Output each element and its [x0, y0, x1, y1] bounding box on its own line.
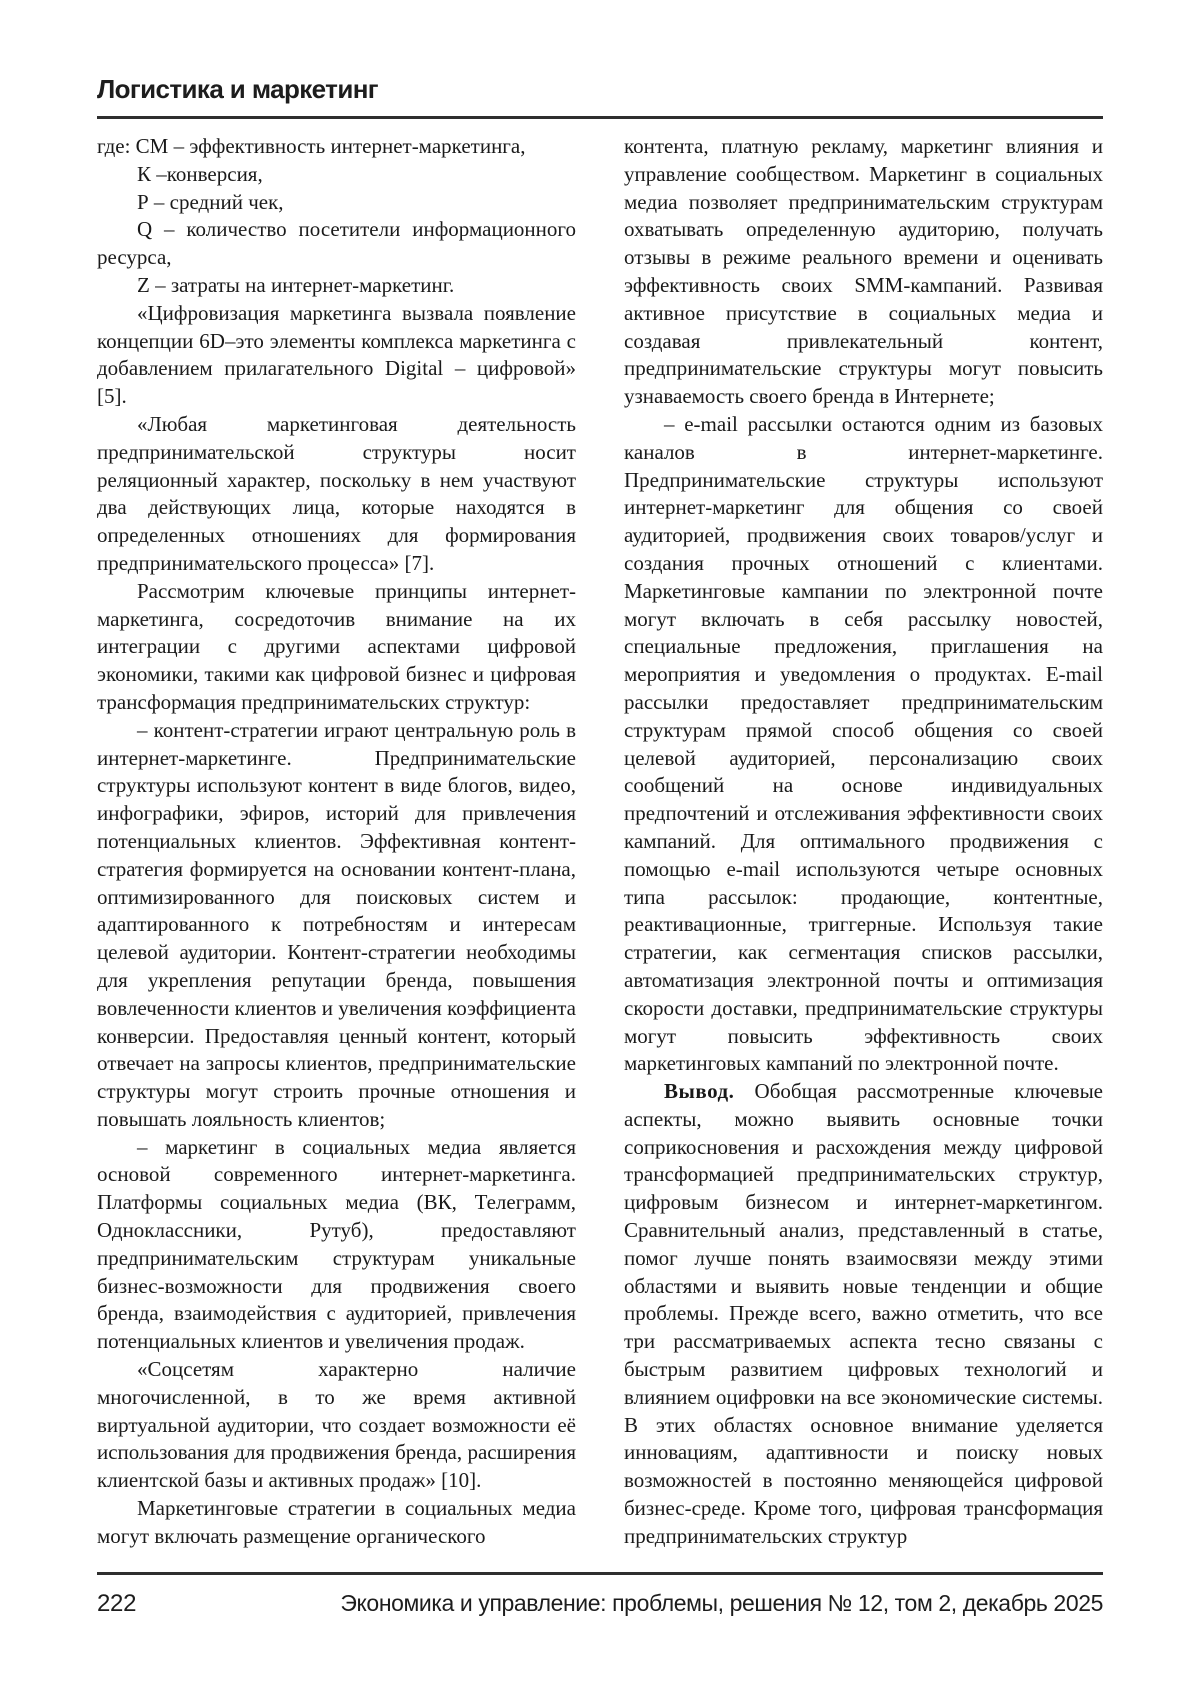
- paragraph: К –конверсия,: [137, 161, 263, 186]
- paragraph: Z – затраты на интернет-маркетинг.: [137, 272, 455, 297]
- header-divider: [97, 116, 1103, 119]
- footer-divider: [97, 1572, 1103, 1575]
- paragraph: Рассмотрим ключевые принципы интернет-маркетинга, сосредоточив внимание на их интеграции с другими аспектами цифровой экономики, такими как цифровой бизнес и цифровая трансформация предпринимательских структур:: [97, 578, 576, 714]
- page-footer: [97, 1590, 1103, 1618]
- paragraph: Q – количество посетители информационного ресурса,: [97, 217, 576, 270]
- paragraph-lead: Вывод.: [664, 1079, 735, 1104]
- paragraph: – контент-стратегии играют центральную роль в интернет-маркетинге. Предпринимательские структуры используют контент в виде блогов, видео, инфографики, эфиров, историй для привлечения потенциальных клиентов. Эффективная контент-стратегия формируется на основании контент-плана, оптимизированного для поисковых систем и адаптированного к потребностям и интересам целевой аудитории. Контент-стратегии необходимы для укрепления репутации бренда, повышения вовлеченности клиентов и увеличения коэффициента конверсии. Предоставляя ценный контент, который отвечает на запросы клиентов, предпринимательские структуры могут строить прочные отношения и повышать лояльность клиентов;: [97, 717, 576, 1131]
- paragraph: «Любая маркетинговая деятельность предпринимательской структуры носит реляционный характер, поскольку в нем участвуют два действующих лица, которые находятся в определенных отношениях для формирования предпринимательского процесса» [7].: [97, 411, 576, 575]
- article-body: [97, 133, 1103, 1551]
- text-column-left: [97, 133, 576, 1551]
- paragraph: Р – средний чек,: [137, 189, 284, 214]
- page-number: 222: [97, 1590, 137, 1617]
- paragraph: контента, платную рекламу, маркетинг влияния и управление сообществом. Маркетинг в социальных медиа позволяет предпринимательским структурам охватывать определенную аудиторию, получать отзывы в режиме реального времени и оценивать эффективность своих SMM-кампаний. Развивая активное присутствие в социальных медиа и создавая привлекательный контент, предпринимательские структуры могут повысить узнаваемость своего бренда в Интернете;: [624, 134, 1103, 409]
- paragraph: где: СМ – эффективность интернет-маркетинга,: [97, 134, 526, 158]
- paragraph: Вывод. Обобщая рассмотренные ключевые аспекты, можно выявить основные точки соприкосновения и расхождения между цифровой трансформацией предпринимательских структур, цифровым бизнесом и интернет-маркетингом. Сравнительный анализ, представленный в статье, помог лучше понять взаимосвязи между этими областями и выявить новые тенденции и общие проблемы. Прежде всего, важно отметить, что все три рассматриваемых аспекта тесно связаны с быстрым развитием цифровых технологий и влиянием оцифровки на все экономические системы. В этих областях основное внимание уделяется инновациям, адаптивности и поиску новых возможностей в постоянно меняющейся цифровой бизнес-среде. Кроме того, цифровая трансформация предпринимательских структур: [624, 1079, 1103, 1548]
- paragraph: «Цифровизация маркетинга вызвала появление концепции 6D–это элементы комплекса маркетинга с добавлением прилагательного Digital – цифровой» [5].: [97, 300, 576, 409]
- journal-title-line: Экономика и управление: проблемы, решения № 12, том 2, декабрь 2025: [340, 1590, 1103, 1616]
- text-column-right: [624, 133, 1103, 1551]
- section-title: Логистика и маркетинг: [97, 74, 379, 104]
- paragraph: «Соцсетям характерно наличие многочисленной, в то же время активной виртуальной аудитории, что создает возможности её использования для продвижения бренда, расширения клиентской базы и активных продаж» [10].: [97, 1357, 576, 1493]
- paragraph: – маркетинг в социальных медиа является основой современного интернет-маркетинга. Платформы социальных медиа (ВК, Телеграмм, Одноклассники, Рутуб), предоставляют предпринимательским структурам уникальные бизнес-возможности для продвижения своего бренда, взаимодействия с аудиторией, привлечения потенциальных клиентов и увеличения продаж.: [97, 1134, 576, 1354]
- paragraph: Маркетинговые стратегии в социальных медиа могут включать размещение органического: [97, 1496, 576, 1548]
- paragraph: – e-mail рассылки остаются одним из базовых каналов в интернет-маркетинге. Предпринимательские структуры используют интернет-маркетинг для общения со своей аудиторией, продвижения своих товаров/услуг и создания прочных отношений с клиентами. Маркетинговые кампании по электронной почте могут включать в себя рассылку новостей, специальные предложения, приглашения на мероприятия и уведомления о продуктах. E-mail рассылки предоставляет предпринимательским структурам прямой способ общения со своей целевой аудиторией, персонализацию своих сообщений на основе индивидуальных предпочтений и отслеживания эффективности своих кампаний. Для оптимального продвижения с помощью e-mail используются четыре основных типа рассылок: продающие, контентные, реактивационные, триггерные. Используя такие стратегии, как сегментация списков рассылки, автоматизация электронной почты и оптимизация скорости доставки, предпринимательские структуры могут повысить эффективность своих маркетинговых кампаний по электронной почте.: [624, 411, 1103, 1076]
